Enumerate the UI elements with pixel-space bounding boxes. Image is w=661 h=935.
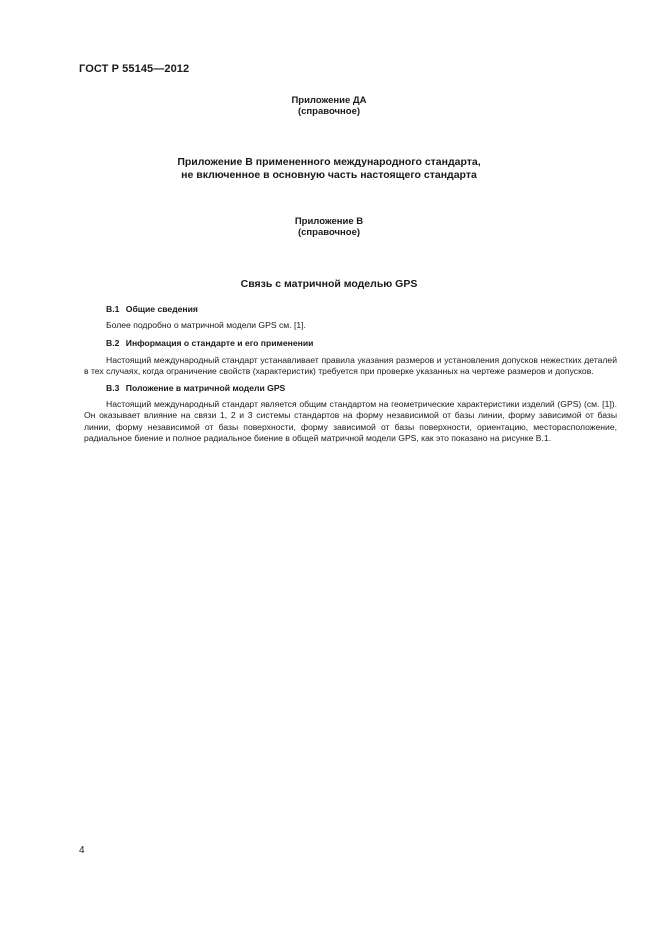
annex-da-title: Приложение ДА [291, 95, 367, 106]
section-heading-text: Информация о стандарте и его применении [125, 338, 314, 349]
section-heading [84, 383, 617, 394]
annex-body [84, 304, 617, 450]
page-number: 4 [79, 845, 85, 856]
section-number: В.3 [106, 383, 120, 394]
section-paragraph: Более подробно о матричной модели GPS см. [1]. [106, 320, 306, 331]
annex-b-heading [79, 216, 579, 238]
section-number: В.2 [106, 338, 120, 349]
annex-da-note: (справочное) [297, 106, 361, 117]
annex-b-reference-line-1: Приложение В примененного международного стандарта, [177, 156, 481, 168]
section-paragraph: Настоящий международный стандарт является общим стандартом на геометрические характеристики изделий (GPS) (см. [1]). Он оказывает влияние на связи 1, 2 и 3 системы стандартов на форму независимой от базы линии, форму зависимой от базы линии, форму независимой от базы поверхности, форму зависимой от базы поверхности, ориентацию, месторасположение, радиальное биение и полное радиальное биение в общей матричной модели GPS, как это показано на рисунке В.1. [84, 399, 617, 443]
section-heading [84, 304, 617, 315]
section-b1 [84, 304, 617, 331]
section-heading [84, 338, 617, 349]
annex-b-note: (справочное) [297, 227, 361, 238]
annex-b-reference-line-2: не включенное в основную часть настоящего стандарта [181, 169, 477, 181]
annex-b-title: Приложение В [294, 216, 364, 227]
section-b2 [84, 338, 617, 377]
section-paragraph: Настоящий международный стандарт устанавливает правила указания размеров и установления допусков нежестких деталей в тех случаях, когда ограничение свойств (характеристик) требуется при проверке указанных на чертеже размеров и допусков. [84, 354, 617, 376]
annex-da-heading [79, 95, 579, 117]
section-b3 [84, 383, 617, 444]
section-heading-text: Положение в матричной модели GPS [125, 383, 286, 394]
annex-b-reference-heading [79, 156, 579, 182]
document-code: ГОСТ Р 55145—2012 [79, 63, 190, 75]
section-number: В.1 [106, 304, 120, 314]
section-heading-text: Общие сведения [125, 304, 198, 314]
section-title: Связь с матричной моделью GPS [240, 278, 418, 290]
